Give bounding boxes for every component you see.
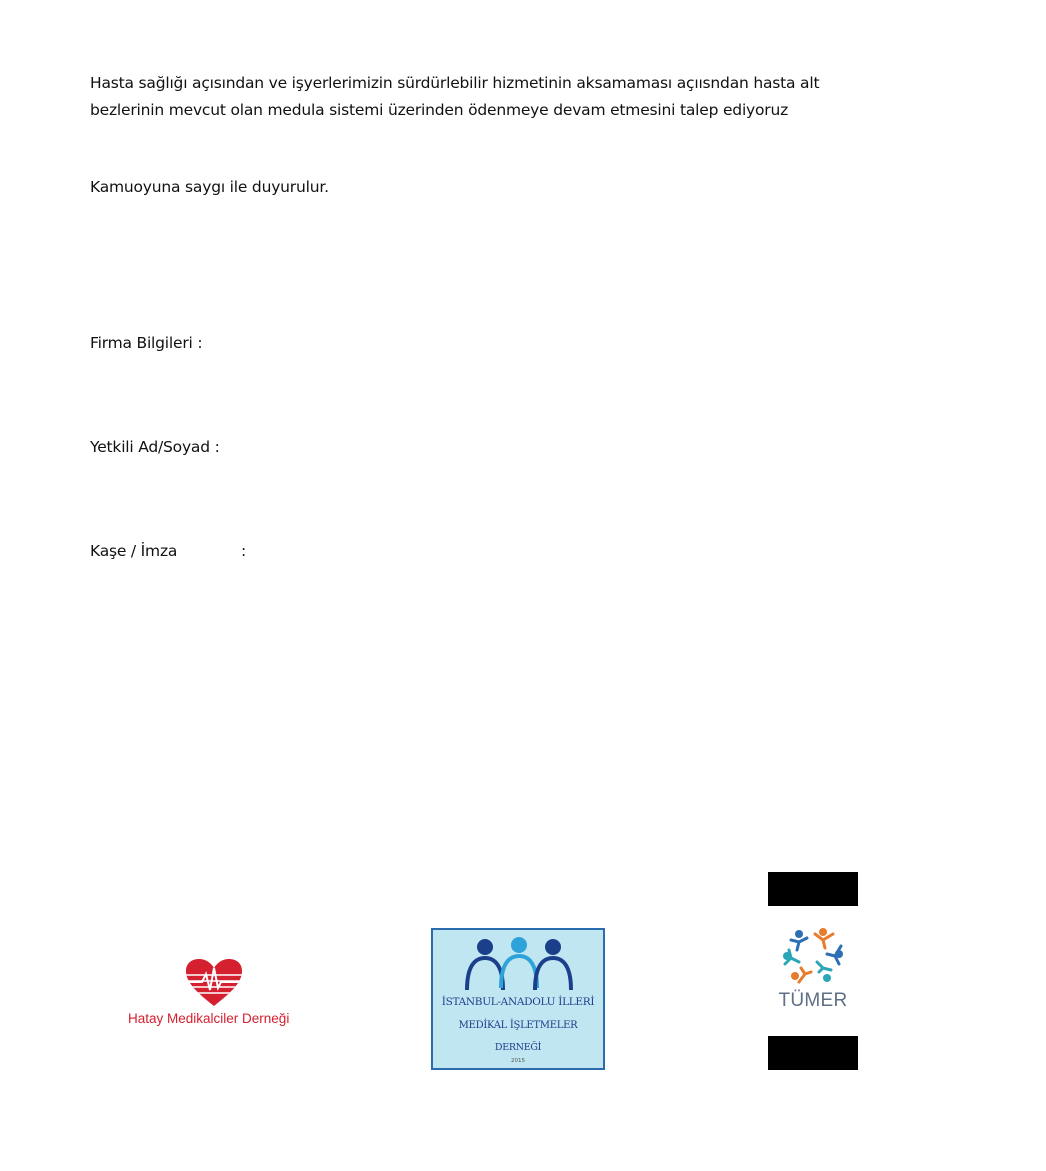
- kase-imza-colon: :: [241, 542, 247, 560]
- closing-sentence: Kamuoyuna saygı ile duyurulur.: [90, 178, 329, 196]
- heart-ecg-icon: [184, 958, 244, 1008]
- paragraph-line-2: bezlerinin mevcut olan medula sistemi üzerinden ödenmeye devam etmesini talep ediyoruz: [90, 101, 789, 119]
- istanbul-anadolu-logo: [431, 928, 605, 1070]
- three-people-icon: [463, 936, 575, 992]
- redaction-bar-bottom: [768, 1036, 858, 1070]
- hatay-logo-text: Hatay Medikalciler Derneği: [128, 1011, 290, 1026]
- people-circle-icon: [779, 922, 847, 986]
- istanbul-logo-line-1: İSTANBUL-ANADOLU İLLERİ: [441, 996, 595, 1008]
- redaction-bar-top: [768, 872, 858, 906]
- tumer-logo-text: TÜMER: [778, 990, 848, 1011]
- hatay-logo: [120, 958, 310, 1038]
- kase-imza-label: Kaşe / İmza: [90, 542, 178, 560]
- yetkili-label: Yetkili Ad/Soyad :: [90, 438, 220, 456]
- istanbul-logo-year: 2015: [511, 1058, 525, 1064]
- istanbul-logo-line-3: DERNEĞİ: [494, 1042, 542, 1053]
- tumer-logo: [770, 916, 856, 1026]
- statement-paragraph: [90, 70, 819, 124]
- paragraph-line-1: Hasta sağlığı açısından ve işyerlerimizin sürdürlebilir hizmetinin aksamaması açıısndan hasta alt: [90, 74, 820, 92]
- istanbul-logo-line-2: MEDİKAL İŞLETMELER: [458, 1020, 578, 1031]
- firma-bilgileri-label: Firma Bilgileri :: [90, 334, 203, 352]
